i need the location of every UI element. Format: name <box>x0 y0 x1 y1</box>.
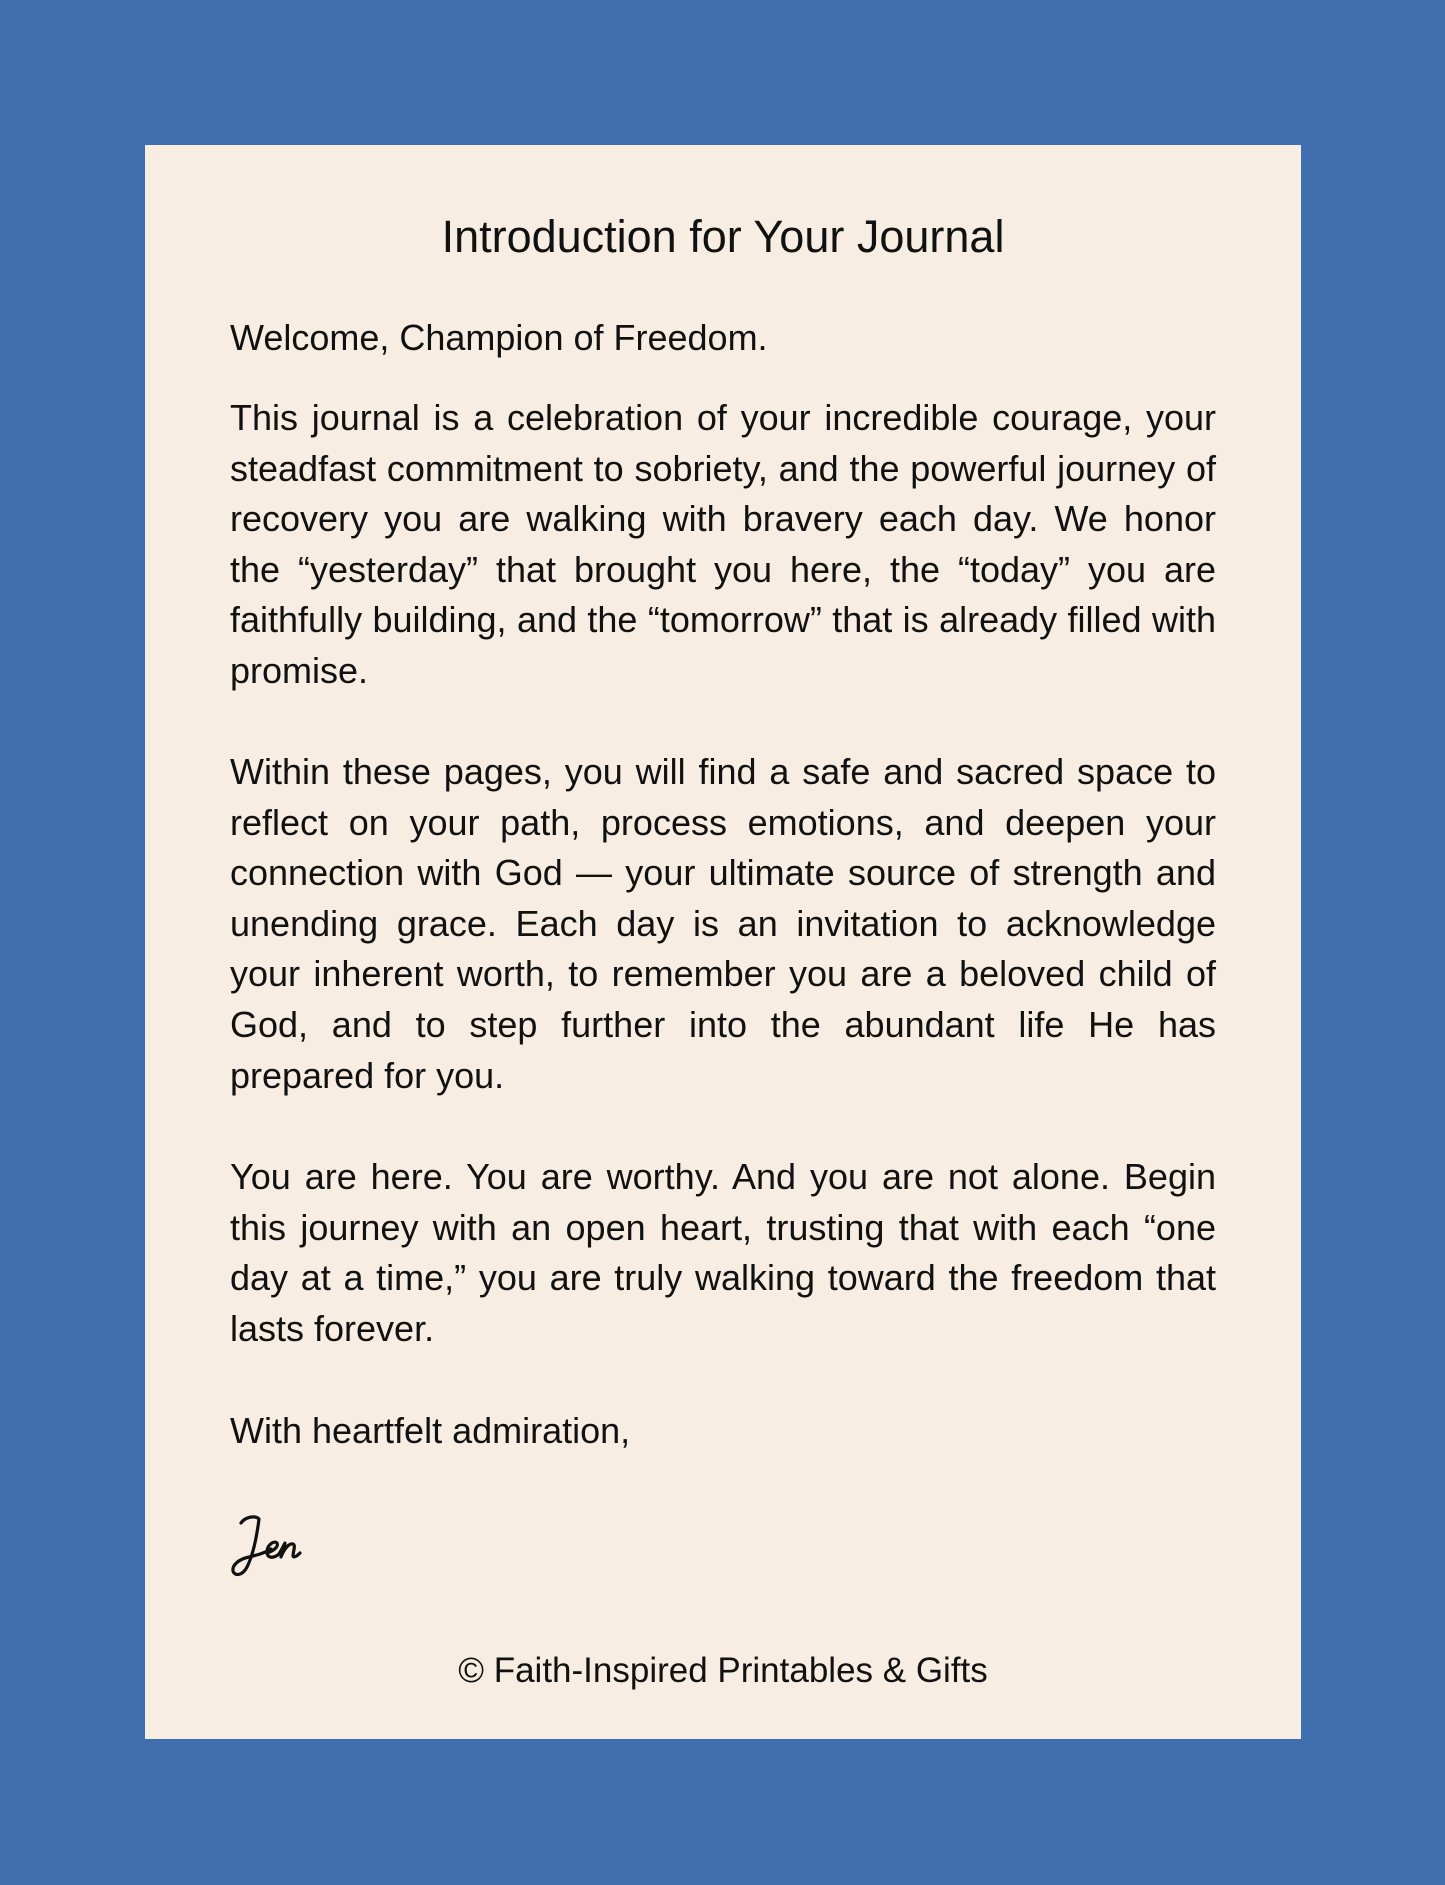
closing-line: With heartfelt admiration, <box>230 1410 631 1451</box>
page-title: Introduction for Your Journal <box>441 211 1005 262</box>
greeting: Welcome, Champion of Freedom. <box>230 317 768 358</box>
handwritten-signature <box>227 1507 327 1587</box>
paragraph-3: You are here. You are worthy. And you are not alone. Begin this journey with an open heart, trusting that with each “one day at a time,” you are truly walking toward the freedom that lasts forever. <box>230 1156 1216 1349</box>
paragraph-2: Within these pages, you will find a safe and sacred space to reflect on your path, process emotions, and deepen your connection with God — your ultimate source of strength and unending grace. Each day is an invitation to acknowledge your inherent worth, to remember you are a beloved child of God, and to step further into the abundant life He has prepared for you. <box>230 751 1216 1096</box>
journal-intro-card <box>145 145 1301 1739</box>
copyright-footer: © Faith-Inspired Printables & Gifts <box>458 1651 988 1690</box>
paragraph-1: This journal is a celebration of your incredible courage, your steadfast commitment to sobriety, and the powerful journey of recovery you are walking with bravery each day. We honor the “yesterday” that brought you here, the “today” you are faithfully building, and the “tomorrow” that is already filled with promise. <box>230 397 1216 691</box>
